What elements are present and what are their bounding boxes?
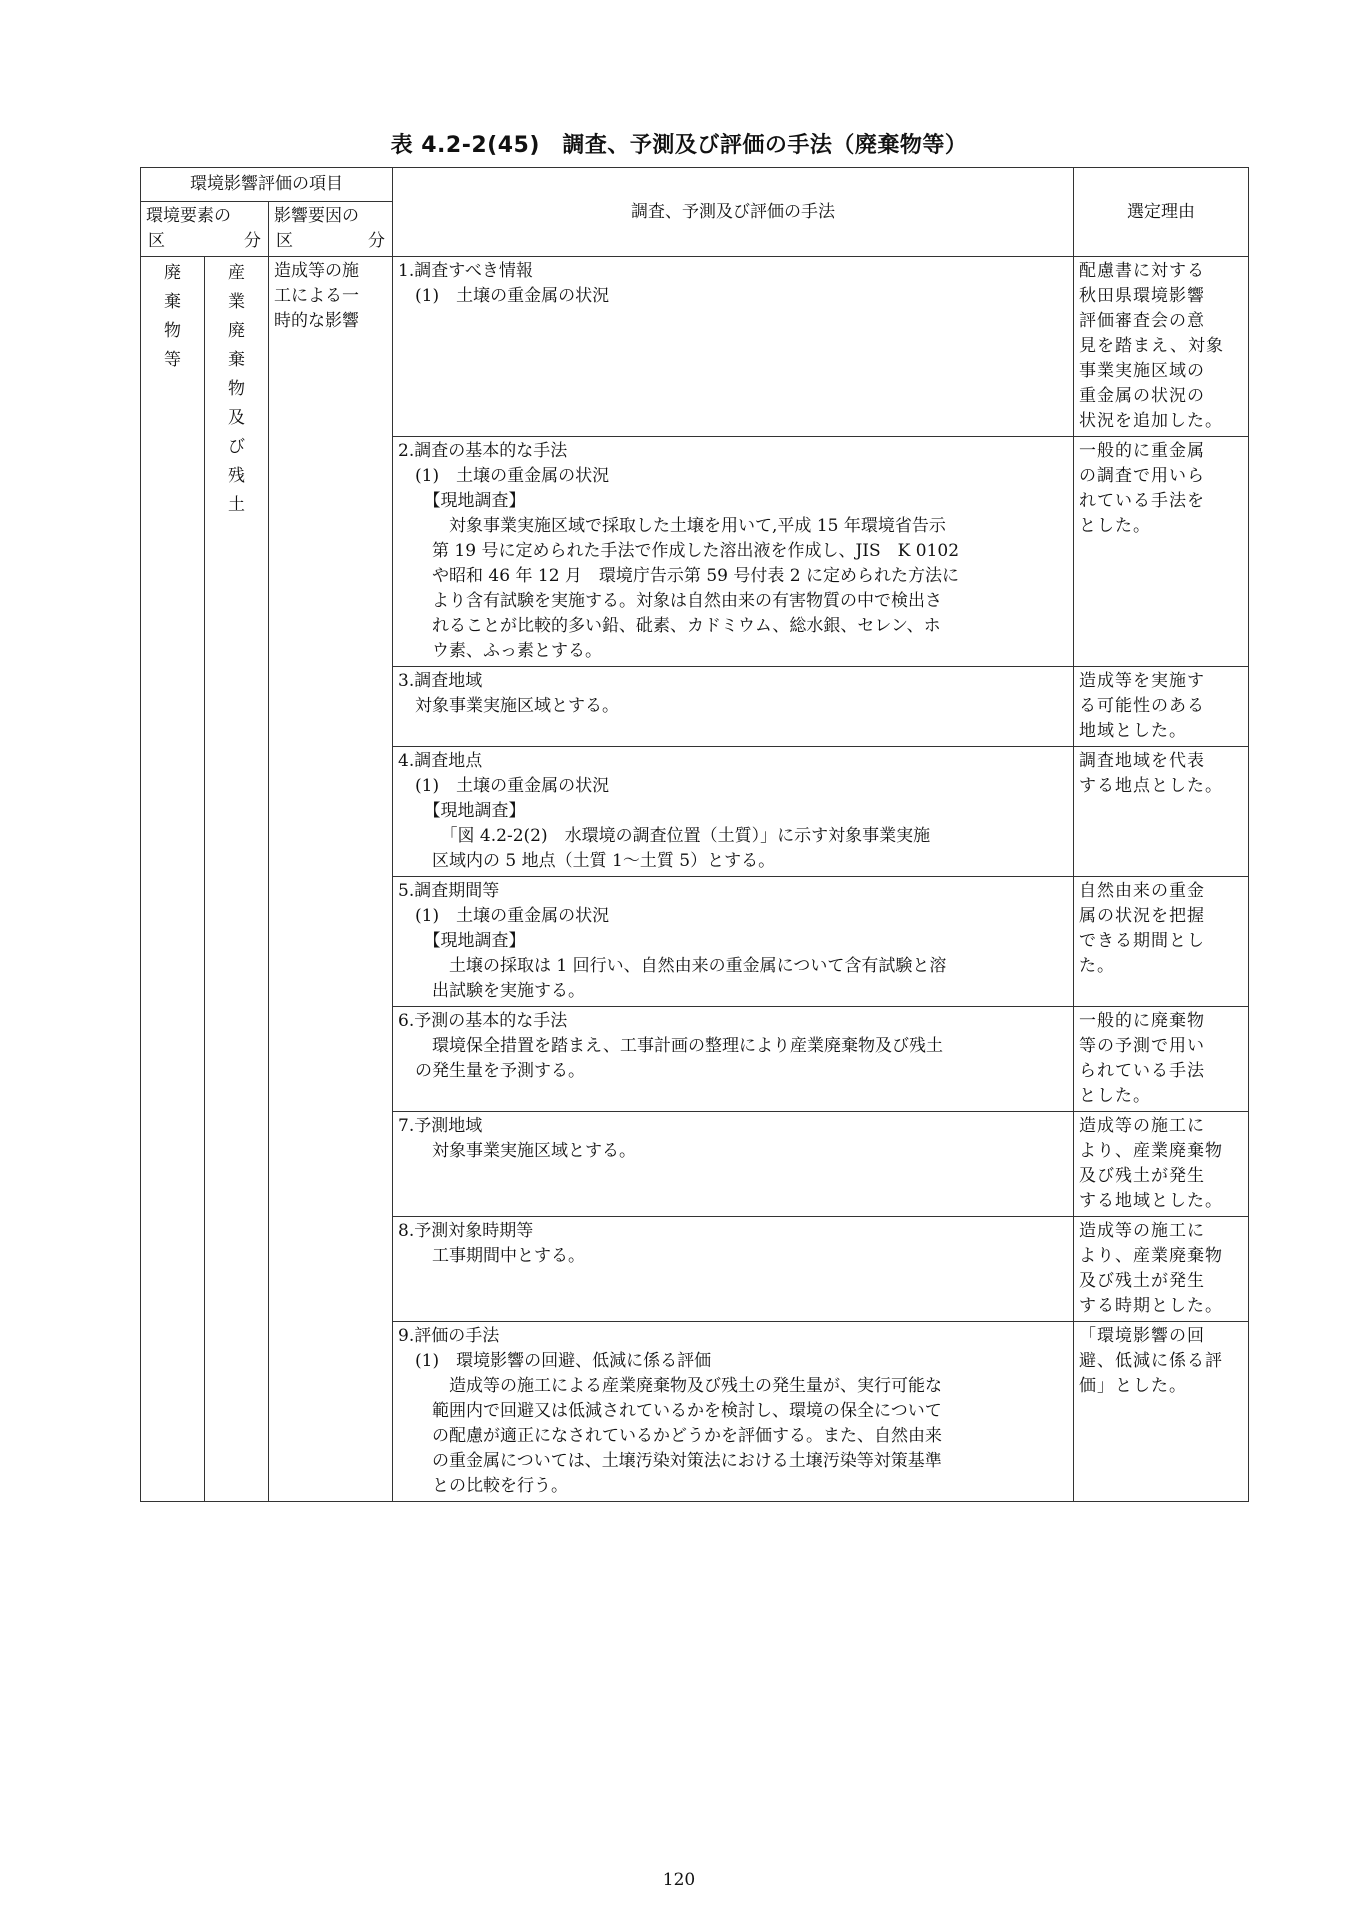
method-line: 1.調査すべき情報 bbox=[398, 261, 533, 281]
method-line: 9.評価の手法 bbox=[398, 1326, 500, 1346]
method-line: 「図 4.2-2(2) 水環境の調査位置（土質）」に示す対象事業実施 bbox=[398, 826, 931, 846]
header-factor-label: 影響要因の bbox=[274, 206, 359, 226]
table-row bbox=[141, 257, 1249, 437]
method-line: より含有試験を実施する。対象は自然由来の有害物質の中で検出さ bbox=[398, 591, 943, 611]
method-line: 出試験を実施する。 bbox=[398, 981, 586, 1001]
reason-line: 属の状況を把握 bbox=[1079, 906, 1206, 926]
reason-line: する地域とした。 bbox=[1079, 1191, 1224, 1211]
method-line: 【現地調査】 bbox=[398, 931, 526, 951]
method-line: (1) 環境影響の回避、低減に係る評価 bbox=[398, 1351, 712, 1371]
method-line: 7.予測地域 bbox=[398, 1116, 483, 1136]
header-reason: 選定理由 bbox=[1074, 168, 1249, 257]
method-cell bbox=[393, 877, 1074, 1007]
reason-line: 一般的に廃棄物 bbox=[1079, 1011, 1206, 1031]
reason-line: 配慮書に対する bbox=[1079, 261, 1206, 281]
table-title: 表 4.2-2(45) 調査、予測及び評価の手法（廃棄物等） bbox=[390, 133, 968, 158]
reason-line: 調査地域を代表 bbox=[1079, 751, 1206, 771]
page-number: 120 bbox=[662, 1870, 696, 1890]
reason-line: より、産業廃棄物 bbox=[1079, 1246, 1224, 1266]
method-line: 【現地調査】 bbox=[398, 491, 526, 511]
header-element-kubun bbox=[146, 229, 263, 254]
method-line: 対象事業実施区域で採取した土壌を用いて,平成 15 年環境省告示 bbox=[398, 516, 946, 536]
reason-line: 価」とした。 bbox=[1079, 1376, 1188, 1396]
method-line: 6.予測の基本的な手法 bbox=[398, 1011, 568, 1031]
category-subelement-vertical-text bbox=[210, 259, 263, 520]
reason-line: とした。 bbox=[1079, 1086, 1152, 1106]
reason-cell bbox=[1074, 1007, 1249, 1112]
method-line: の発生量を予測する。 bbox=[398, 1061, 586, 1081]
reason-line: できる期間とし bbox=[1079, 931, 1206, 951]
method-line: 造成等の施工による産業廃棄物及び残土の発生量が、実行可能な bbox=[398, 1376, 943, 1396]
method-line: や昭和 46 年 12 月 環境庁告示第 59 号付表 2 に定められた方法に bbox=[398, 566, 959, 586]
method-line: 5.調査期間等 bbox=[398, 881, 500, 901]
reason-line: た。 bbox=[1079, 956, 1116, 976]
reason-cell bbox=[1074, 667, 1249, 747]
method-line: 環境保全措置を踏まえ、工事計画の整理により産業廃棄物及び残土 bbox=[398, 1036, 944, 1056]
method-line: 第 19 号に定められた手法で作成した溶出液を作成し、JIS K 0102 bbox=[398, 541, 960, 561]
method-cell bbox=[393, 1007, 1074, 1112]
method-cell bbox=[393, 257, 1074, 437]
impact-factor-line: 造成等の施 bbox=[274, 261, 359, 281]
method-line: れることが比較的多い鉛、砒素、カドミウム、総水銀、セレン、ホ bbox=[398, 616, 941, 636]
reason-cell bbox=[1074, 1112, 1249, 1217]
vertical-char: 等 bbox=[164, 350, 181, 370]
method-line: 4.調査地点 bbox=[398, 751, 483, 771]
vertical-char: 業 bbox=[228, 292, 245, 312]
reason-line: 見を踏まえ、対象 bbox=[1079, 336, 1225, 356]
method-line: 対象事業実施区域とする。 bbox=[398, 696, 620, 716]
reason-cell bbox=[1074, 1322, 1249, 1502]
reason-line: 一般的に重金属 bbox=[1079, 441, 1206, 461]
vertical-char: 棄 bbox=[164, 292, 181, 312]
header-item-group: 環境影響評価の項目 bbox=[141, 168, 393, 202]
reason-line: の調査で用いら bbox=[1079, 466, 1206, 486]
impact-factor bbox=[269, 257, 393, 1502]
header-factor-kubun bbox=[274, 229, 387, 254]
method-line: ウ素、ふっ素とする。 bbox=[398, 641, 603, 661]
vertical-char: 廃 bbox=[228, 321, 245, 341]
vertical-char: 残 bbox=[228, 466, 245, 486]
assessment-method-table bbox=[140, 167, 1249, 1502]
impact-factor-line: 時的な影響 bbox=[274, 311, 359, 331]
reason-line: 評価審査会の意 bbox=[1079, 311, 1206, 331]
vertical-char: 産 bbox=[228, 263, 245, 283]
method-cell bbox=[393, 1322, 1074, 1502]
method-cell bbox=[393, 1112, 1074, 1217]
header-element bbox=[141, 202, 269, 257]
method-line: の重金属については、土壌汚染対策法における土壌汚染等対策基準 bbox=[398, 1451, 942, 1471]
reason-cell bbox=[1074, 257, 1249, 437]
reason-line: 造成等の施工に bbox=[1079, 1116, 1206, 1136]
reason-cell bbox=[1074, 437, 1249, 667]
reason-line: る可能性のある bbox=[1079, 696, 1206, 716]
reason-line: 重金属の状況の bbox=[1079, 386, 1206, 406]
method-line: 8.予測対象時期等 bbox=[398, 1221, 534, 1241]
vertical-char: 物 bbox=[164, 321, 181, 341]
reason-line: する時期とした。 bbox=[1079, 1296, 1224, 1316]
header-factor-ku: 区 bbox=[276, 231, 293, 251]
vertical-char: 土 bbox=[228, 495, 245, 515]
reason-line: 避、低減に係る評 bbox=[1079, 1351, 1224, 1371]
method-line: (1) 土壌の重金属の状況 bbox=[398, 776, 610, 796]
method-line: 範囲内で回避又は低減されているかを検討し、環境の保全について bbox=[398, 1401, 942, 1421]
method-line: 3.調査地域 bbox=[398, 671, 483, 691]
method-line: 土壌の採取は 1 回行い、自然由来の重金属について含有試験と溶 bbox=[398, 956, 947, 976]
header-factor-bun: 分 bbox=[368, 231, 386, 251]
reason-line: 秋田県環境影響 bbox=[1079, 286, 1206, 306]
method-line: 区域内の 5 地点（土質 1～土質 5）とする。 bbox=[398, 851, 776, 871]
method-cell bbox=[393, 747, 1074, 877]
vertical-char: び bbox=[228, 437, 245, 457]
impact-factor-line: 工による一 bbox=[274, 286, 359, 306]
category-subelement bbox=[205, 257, 269, 1502]
reason-line: 地域とした。 bbox=[1079, 721, 1188, 741]
reason-line: 及び残土が発生 bbox=[1079, 1166, 1206, 1186]
reason-line: 等の予測で用い bbox=[1079, 1036, 1206, 1056]
header-row-1 bbox=[141, 168, 1249, 202]
header-method: 調査、予測及び評価の手法 bbox=[393, 168, 1074, 257]
reason-line: られている手法 bbox=[1079, 1061, 1206, 1081]
header-factor bbox=[269, 202, 393, 257]
method-line: の配慮が適正になされているかどうかを評価する。また、自然由来 bbox=[398, 1426, 943, 1446]
method-line: (1) 土壌の重金属の状況 bbox=[398, 906, 610, 926]
method-line: との比較を行う。 bbox=[398, 1476, 569, 1496]
vertical-char: 廃 bbox=[164, 263, 181, 283]
reason-line: 「環境影響の回 bbox=[1079, 1326, 1206, 1346]
reason-line: 自然由来の重金 bbox=[1079, 881, 1206, 901]
reason-line: 事業実施区域の bbox=[1079, 361, 1206, 381]
header-element-label: 環境要素の bbox=[146, 206, 231, 226]
method-line: 2.調査の基本的な手法 bbox=[398, 441, 568, 461]
method-cell bbox=[393, 667, 1074, 747]
method-line: 【現地調査】 bbox=[398, 801, 526, 821]
reason-line: 状況を追加した。 bbox=[1079, 411, 1224, 431]
reason-line: れている手法を bbox=[1079, 491, 1206, 511]
method-line: 対象事業実施区域とする。 bbox=[398, 1141, 637, 1161]
method-line: 工事期間中とする。 bbox=[398, 1246, 586, 1266]
reason-cell bbox=[1074, 747, 1249, 877]
reason-line: する地点とした。 bbox=[1079, 776, 1224, 796]
reason-line: 造成等の施工に bbox=[1079, 1221, 1206, 1241]
method-cell bbox=[393, 1217, 1074, 1322]
reason-line: とした。 bbox=[1079, 516, 1152, 536]
method-line: (1) 土壌の重金属の状況 bbox=[398, 286, 610, 306]
header-element-bun: 分 bbox=[244, 231, 261, 251]
category-element bbox=[141, 257, 205, 1502]
reason-cell bbox=[1074, 877, 1249, 1007]
method-cell bbox=[393, 437, 1074, 667]
method-line: (1) 土壌の重金属の状況 bbox=[398, 466, 610, 486]
reason-line: 造成等を実施す bbox=[1079, 671, 1206, 691]
vertical-char: 及 bbox=[228, 408, 245, 428]
category-element-vertical-text bbox=[146, 259, 199, 375]
vertical-char: 棄 bbox=[228, 350, 245, 370]
vertical-char: 物 bbox=[228, 379, 245, 399]
header-element-ku: 区 bbox=[148, 231, 165, 251]
reason-cell bbox=[1074, 1217, 1249, 1322]
reason-line: より、産業廃棄物 bbox=[1079, 1141, 1224, 1161]
reason-line: 及び残土が発生 bbox=[1079, 1271, 1206, 1291]
